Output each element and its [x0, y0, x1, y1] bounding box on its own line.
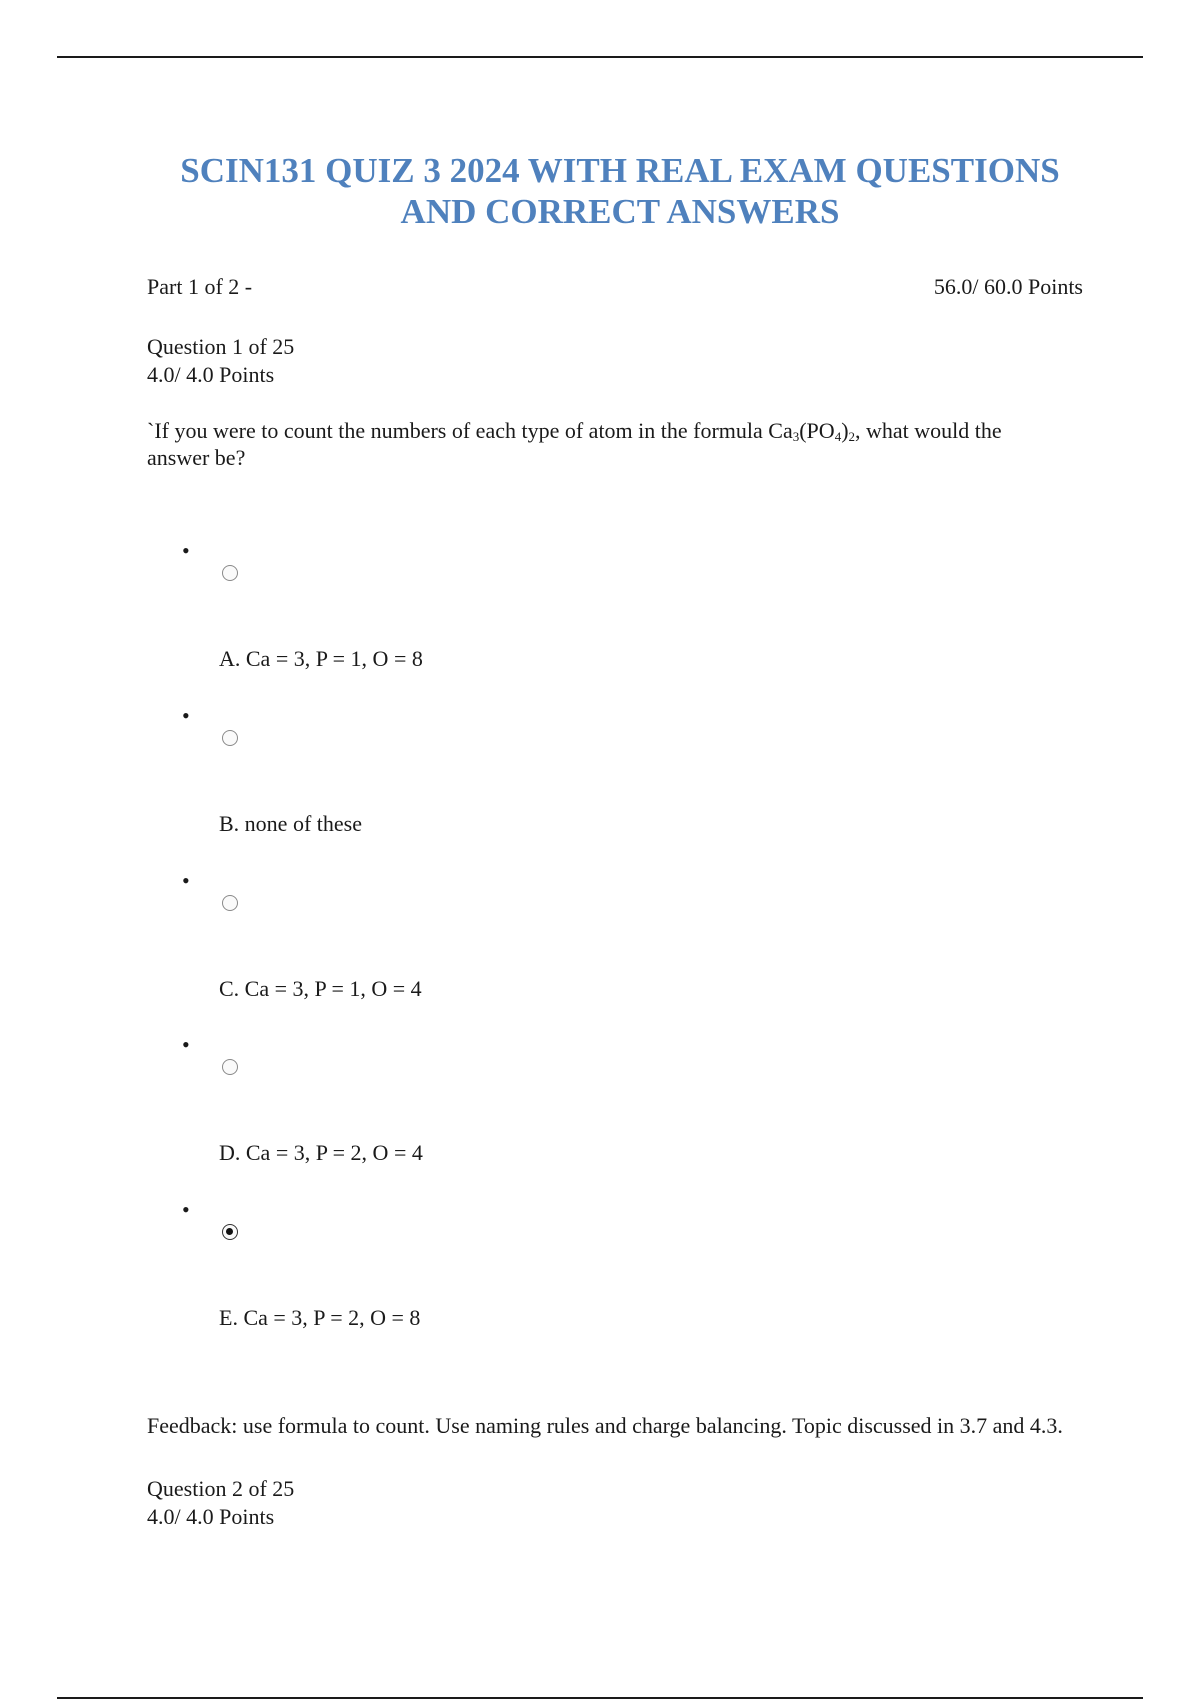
header-rule	[57, 56, 1143, 58]
question-2-header	[147, 1475, 294, 1531]
question-2-points: 4.0/ 4.0 Points	[147, 1504, 275, 1529]
question-1-prompt	[147, 417, 1067, 471]
title-line-1: SCIN131 QUIZ 3 2024 WITH REAL EXAM QUESTIONS	[180, 151, 1060, 190]
part-header	[147, 273, 1083, 301]
option-a	[0, 540, 600, 690]
option-c	[0, 870, 600, 1020]
prompt-subscript-4: 4	[834, 429, 842, 444]
option-b-label[interactable]: B. none of these	[219, 811, 362, 836]
option-d-radio[interactable]	[222, 1059, 238, 1075]
question-1-points: 4.0/ 4.0 Points	[147, 362, 275, 387]
option-c-radio[interactable]	[222, 895, 238, 911]
option-e	[0, 1199, 600, 1349]
bullet-icon: •	[182, 1197, 190, 1222]
option-d	[0, 1034, 600, 1184]
prompt-text-start: `If you were to count the numbers of each type of atom in the formula Ca	[147, 418, 793, 443]
question-2-number: Question 2 of 25	[147, 1476, 295, 1501]
title-line-2: AND CORRECT ANSWERS	[400, 192, 840, 231]
question-1-feedback: Feedback: use formula to count. Use naming rules and charge balancing. Topic discussed in 3.7 and 4.3.	[147, 1413, 1063, 1438]
prompt-subscript-2: 2	[848, 429, 856, 444]
prompt-text-po: (PO	[799, 418, 835, 443]
option-b	[0, 705, 600, 855]
part-label: Part 1 of 2 -	[147, 274, 253, 299]
option-d-label[interactable]: D. Ca = 3, P = 2, O = 4	[219, 1140, 423, 1165]
prompt-text-end: , what would the answer be?	[147, 418, 1002, 470]
option-a-radio[interactable]	[222, 565, 238, 581]
option-e-label[interactable]: E. Ca = 3, P = 2, O = 8	[219, 1305, 421, 1330]
option-e-radio[interactable]	[222, 1224, 238, 1240]
document-title	[100, 150, 1140, 232]
prompt-subscript-3: 3	[792, 429, 800, 444]
prompt-text-paren: )	[841, 418, 849, 443]
footer-rule	[57, 1697, 1143, 1699]
question-1-number: Question 1 of 25	[147, 334, 295, 359]
bullet-icon: •	[182, 1032, 190, 1057]
bullet-icon: •	[182, 703, 190, 728]
option-b-radio[interactable]	[222, 730, 238, 746]
bullet-icon: •	[182, 538, 190, 563]
part-points: 56.0/ 60.0 Points	[933, 274, 1083, 299]
bullet-icon: •	[182, 868, 190, 893]
option-c-label[interactable]: C. Ca = 3, P = 1, O = 4	[219, 976, 422, 1001]
option-a-label[interactable]: A. Ca = 3, P = 1, O = 8	[219, 646, 423, 671]
question-1-header	[147, 333, 294, 389]
